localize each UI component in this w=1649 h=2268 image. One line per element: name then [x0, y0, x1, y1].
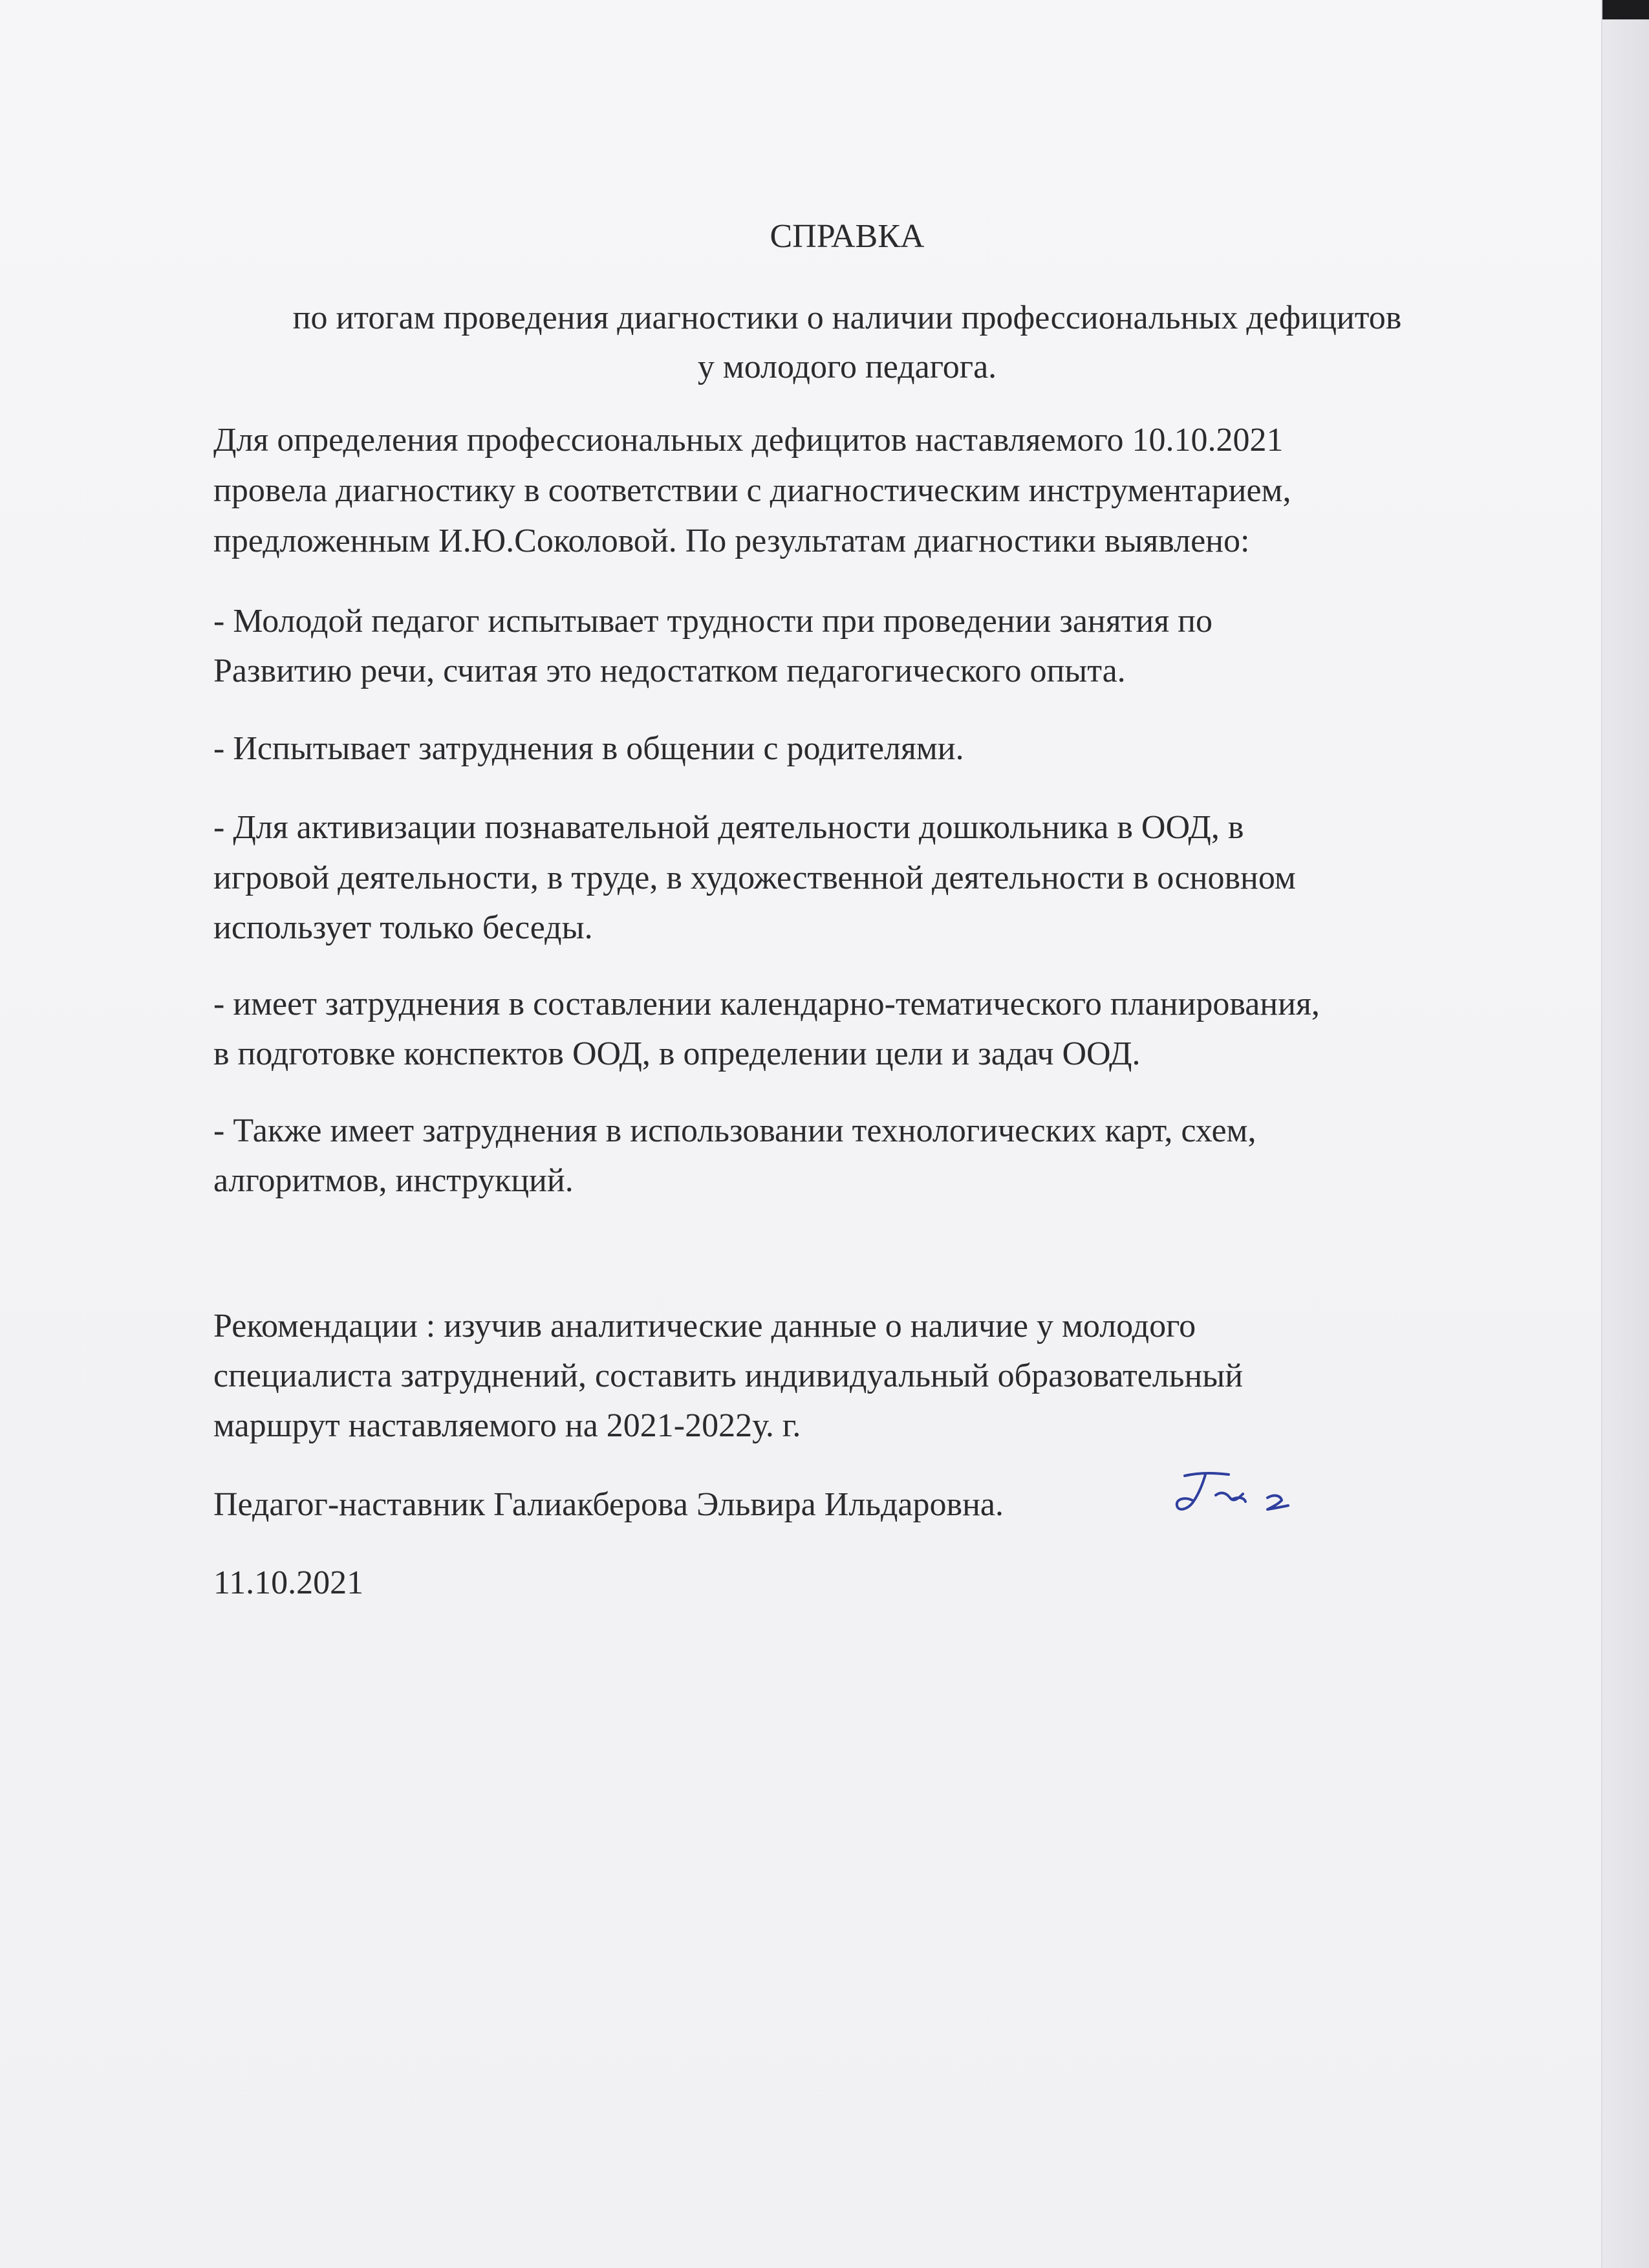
intro-line-2: провела диагностику в соответствии с диагностическим инструментарием, — [213, 472, 1291, 509]
finding-3-line-3: использует только беседы. — [213, 909, 593, 946]
subtitle-line-1: по итогам проведения диагностики о наличии профессиональных дефицитов — [292, 299, 1402, 336]
scan-corner — [1602, 0, 1649, 19]
finding-3-line-1: - Для активизации познавательной деятельности дошкольника в ООД, в — [213, 809, 1244, 846]
finding-5-line-2: алгоритмов, инструкций. — [213, 1162, 574, 1199]
subtitle-line-2: у молодого педагога. — [697, 349, 997, 385]
intro-line-1: Для определения профессиональных дефицитов наставляемого 10.10.2021 — [213, 422, 1284, 459]
document-title: СПРАВКА — [770, 218, 925, 255]
finding-2-line-1: - Испытывает затруднения в общении с родителями. — [213, 730, 964, 767]
signature-strokes — [1177, 1473, 1288, 1509]
intro-line-3: предложенным И.Ю.Соколовой. По результатам диагностики выявлено: — [213, 523, 1250, 559]
finding-4-line-1: - имеет затруднения в составлении календарно-тематического планирования, — [213, 986, 1320, 1022]
finding-5-line-1: - Также имеет затруднения в использовании технологических карт, схем, — [213, 1112, 1256, 1149]
handwritten-signature — [1170, 1468, 1306, 1520]
document-date: 11.10.2021 — [213, 1564, 364, 1601]
recommendations-line-3: маршрут наставляемого на 2021-2022у. г. — [213, 1407, 801, 1444]
finding-1-line-2: Развитию речи, считая это недостатком педагогического опыта. — [213, 653, 1126, 689]
signatory-line: Педагог-наставник Галиакберова Эльвира Ильдаровна. — [213, 1486, 1004, 1523]
recommendations-line-1: Рекомендации : изучив аналитические данные о наличие у молодого — [213, 1308, 1196, 1345]
finding-1-line-1: - Молодой педагог испытывает трудности при проведении занятия по — [213, 603, 1212, 640]
finding-3-line-2: игровой деятельности, в труде, в художественной деятельности в основном — [213, 859, 1296, 896]
recommendations-line-2: специалиста затруднений, составить индивидуальный образовательный — [213, 1357, 1244, 1394]
finding-4-line-2: в подготовке конспектов ООД, в определении цели и задач ООД. — [213, 1035, 1141, 1072]
